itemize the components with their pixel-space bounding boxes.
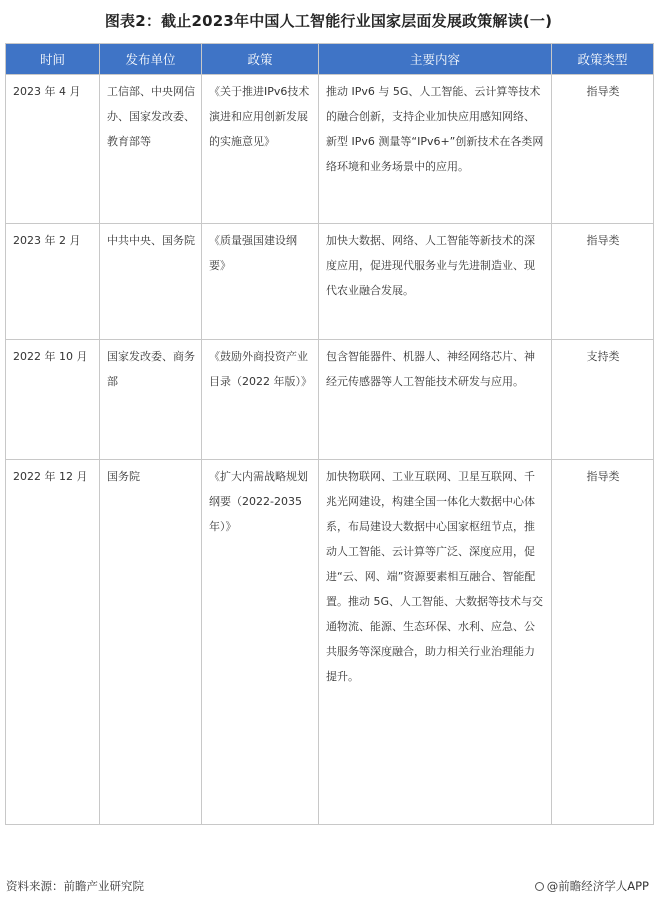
header-policy: 政策 bbox=[202, 44, 319, 75]
cell-type: 指导类 bbox=[552, 460, 654, 825]
header-type: 政策类型 bbox=[552, 44, 654, 75]
cell-issuer: 中共中央、国务院 bbox=[100, 224, 202, 340]
cell-content: 加快大数据、网络、人工智能等新技术的深度应用，促进现代服务业与先进制造业、现代农业融合发展。 bbox=[319, 224, 552, 340]
table-header-row bbox=[6, 44, 654, 75]
cell-date: 2023 年 2 月 bbox=[6, 224, 100, 340]
header-content: 主要内容 bbox=[319, 44, 552, 75]
cell-content: 加快物联网、工业互联网、卫星互联网、千兆光网建设，构建全国一体化大数据中心体系，布局建设大数据中心国家枢纽节点，推动人工智能、云计算等广泛、深度应用，促进“云、网、端”资源要素相互融合、智能配置。推动 5G、人工智能、大数据等技术与交通物流、能源、生态环保、水利、应急、公共服务等深度融合，助力相关行业治理能力提升。 bbox=[319, 460, 552, 825]
cell-date: 2022 年 12 月 bbox=[6, 460, 100, 825]
brand-credit-label: @前瞻经济学人APP bbox=[546, 879, 649, 893]
cell-issuer: 国家发改委、商务部 bbox=[100, 340, 202, 460]
cell-issuer: 工信部、中央网信办、国家发改委、教育部等 bbox=[100, 75, 202, 224]
cell-type: 指导类 bbox=[552, 75, 654, 224]
cell-date: 2023 年 4 月 bbox=[6, 75, 100, 224]
cell-policy: 《扩大内需战略规划纲要（2022-2035 年）》 bbox=[202, 460, 319, 825]
header-date: 时间 bbox=[6, 44, 100, 75]
cell-content: 推动 IPv6 与 5G、人工智能、云计算等技术的融合创新，支持企业加快应用感知网络、新型 IPv6 测量等“IPv6+”创新技术在各类网络环境和业务场景中的应用。 bbox=[319, 75, 552, 224]
page-title: 图表2：截止2023年中国人工智能行业国家层面发展政策解读(一) bbox=[104, 12, 553, 30]
table-row bbox=[6, 460, 654, 825]
cell-content: 包含智能器件、机器人、神经网络芯片、神经元传感器等人工智能技术研发与应用。 bbox=[319, 340, 552, 460]
table-row bbox=[6, 340, 654, 460]
cell-date: 2022 年 10 月 bbox=[6, 340, 100, 460]
table-row bbox=[6, 75, 654, 224]
table-row bbox=[6, 224, 654, 340]
cell-policy: 《关于推进IPv6技术演进和应用创新发展的实施意见》 bbox=[202, 75, 319, 224]
cell-type: 支持类 bbox=[552, 340, 654, 460]
cell-type: 指导类 bbox=[552, 224, 654, 340]
cell-issuer: 国务院 bbox=[100, 460, 202, 825]
cell-policy: 《鼓励外商投资产业目录（2022 年版）》 bbox=[202, 340, 319, 460]
policy-table bbox=[5, 43, 654, 825]
qianzhan-logo-icon bbox=[535, 882, 544, 891]
header-issuer: 发布单位 bbox=[100, 44, 202, 75]
brand-credit bbox=[535, 878, 649, 894]
cell-policy: 《质量强国建设纲要》 bbox=[202, 224, 319, 340]
source-note: 资料来源：前瞻产业研究院 bbox=[6, 879, 144, 893]
